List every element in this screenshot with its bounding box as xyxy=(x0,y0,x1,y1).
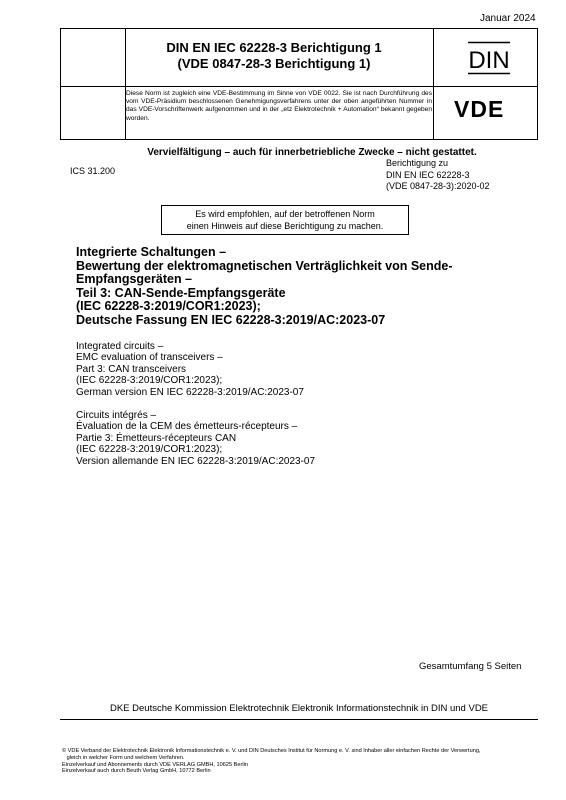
vde-logo: VDE xyxy=(454,96,505,122)
correction-line: Berichtigung zu xyxy=(386,158,449,168)
footer-line: Einzelverkauf und Abonnements durch VDE VERLAG GMBH, 10625 Berlin xyxy=(62,761,248,768)
title-fr-line: Évaluation de la CEM des émetteurs-récepteurs – xyxy=(76,421,298,433)
title-english xyxy=(76,341,304,398)
title-en-line: Integrated circuits – xyxy=(76,341,164,352)
advice-line: einen Hinweis auf diese Berichtigung zu machen. xyxy=(186,220,384,231)
title-fr-line: Circuits intégrés – xyxy=(76,410,157,421)
footer-line: gleich in welcher Form und welchem Verfahren. xyxy=(62,754,185,761)
correction-reference xyxy=(386,158,490,193)
dke-line: DKE Deutsche Kommission Elektrotechnik Elektronik Informationstechnik in DIN und VDE xyxy=(109,703,489,714)
title-fr-line: Version allemande EN IEC 62228-3:2019/AC:2023-07 xyxy=(76,455,316,467)
title-en-line: EMC evaluation of transceivers – xyxy=(76,352,223,364)
title-de-line: Empfangsgeräten – xyxy=(76,272,193,286)
vde-regulation-note: Diese Norm ist zugleich eine VDE-Bestimmung im Sinne von VDE 0022. Sie ist nach Durchführung des vom VDE-Präsidium beschlossenen Genehmigungsverfahrens unter der oben angeführten Nummer in das VDE-Vorschriftenwerk aufgenommen und in der „etz Elektrotechnik + Automation“ bekannt gegeben worden. xyxy=(126,90,432,122)
total-pages: Gesamtumfang 5 Seiten xyxy=(419,661,522,672)
ics-code: ICS 31.200 xyxy=(70,166,116,176)
title-en-line: Part 3: CAN transceivers xyxy=(76,363,187,375)
copy-notice: Vervielfältigung – auch für innerbetriebliche Zwecke – nicht gestattet. xyxy=(147,147,477,158)
title-de-line: Integrierte Schaltungen – xyxy=(76,245,227,259)
din-logo-graphic xyxy=(467,41,511,75)
title-fr-line: Partie 3: Émetteurs-récepteurs CAN xyxy=(76,432,237,444)
din-logo-text: DIN xyxy=(468,47,510,74)
title-de-line: (IEC 62228-3:2019/COR1:2023); xyxy=(76,299,261,313)
title-de-line: Teil 3: CAN-Sende-Empfangsgeräte xyxy=(76,285,286,300)
title-en-line: German version EN IEC 62228-3:2019/AC:2023-07 xyxy=(76,386,304,398)
title-de-line: Deutsche Fassung EN IEC 62228-3:2019/AC:2023-07 xyxy=(76,312,386,327)
din-logo xyxy=(467,41,511,80)
bottom-divider xyxy=(60,719,538,720)
title-french xyxy=(76,410,315,467)
correction-line: DIN EN IEC 62228-3 xyxy=(386,169,470,180)
advice-line: Es wird empfohlen, auf der betroffenen Norm xyxy=(195,209,375,219)
document-title-line1: DIN EN IEC 62228-3 Berichtigung 1 xyxy=(166,40,382,55)
footer-line: Einzelverkauf auch durch Beuth Verlag GmbH, 10772 Berlin xyxy=(62,768,211,775)
title-en-line: (IEC 62228-3:2019/COR1:2023); xyxy=(76,375,223,387)
issue-date: Januar 2024 xyxy=(480,13,536,24)
title-german xyxy=(76,246,453,327)
correction-line: (VDE 0847-28-3):2020-02 xyxy=(386,181,490,191)
title-fr-line: (IEC 62228-3:2019/COR1:2023); xyxy=(76,444,223,456)
advice-box xyxy=(161,205,409,235)
document-title-line2: (VDE 0847-28-3 Berichtigung 1) xyxy=(177,56,371,71)
footer-notice xyxy=(62,748,532,775)
title-de-line: Bewertung der elektromagnetischen Verträglichkeit von Sende- xyxy=(76,258,453,273)
footer-line: © VDE Verband der Elektrotechnik Elektronik Informationstechnik e. V. und DIN Deutsches Institut für Normung e. V. sind Inhaber aller einfachen Rechte der Verwertung, xyxy=(62,748,481,754)
